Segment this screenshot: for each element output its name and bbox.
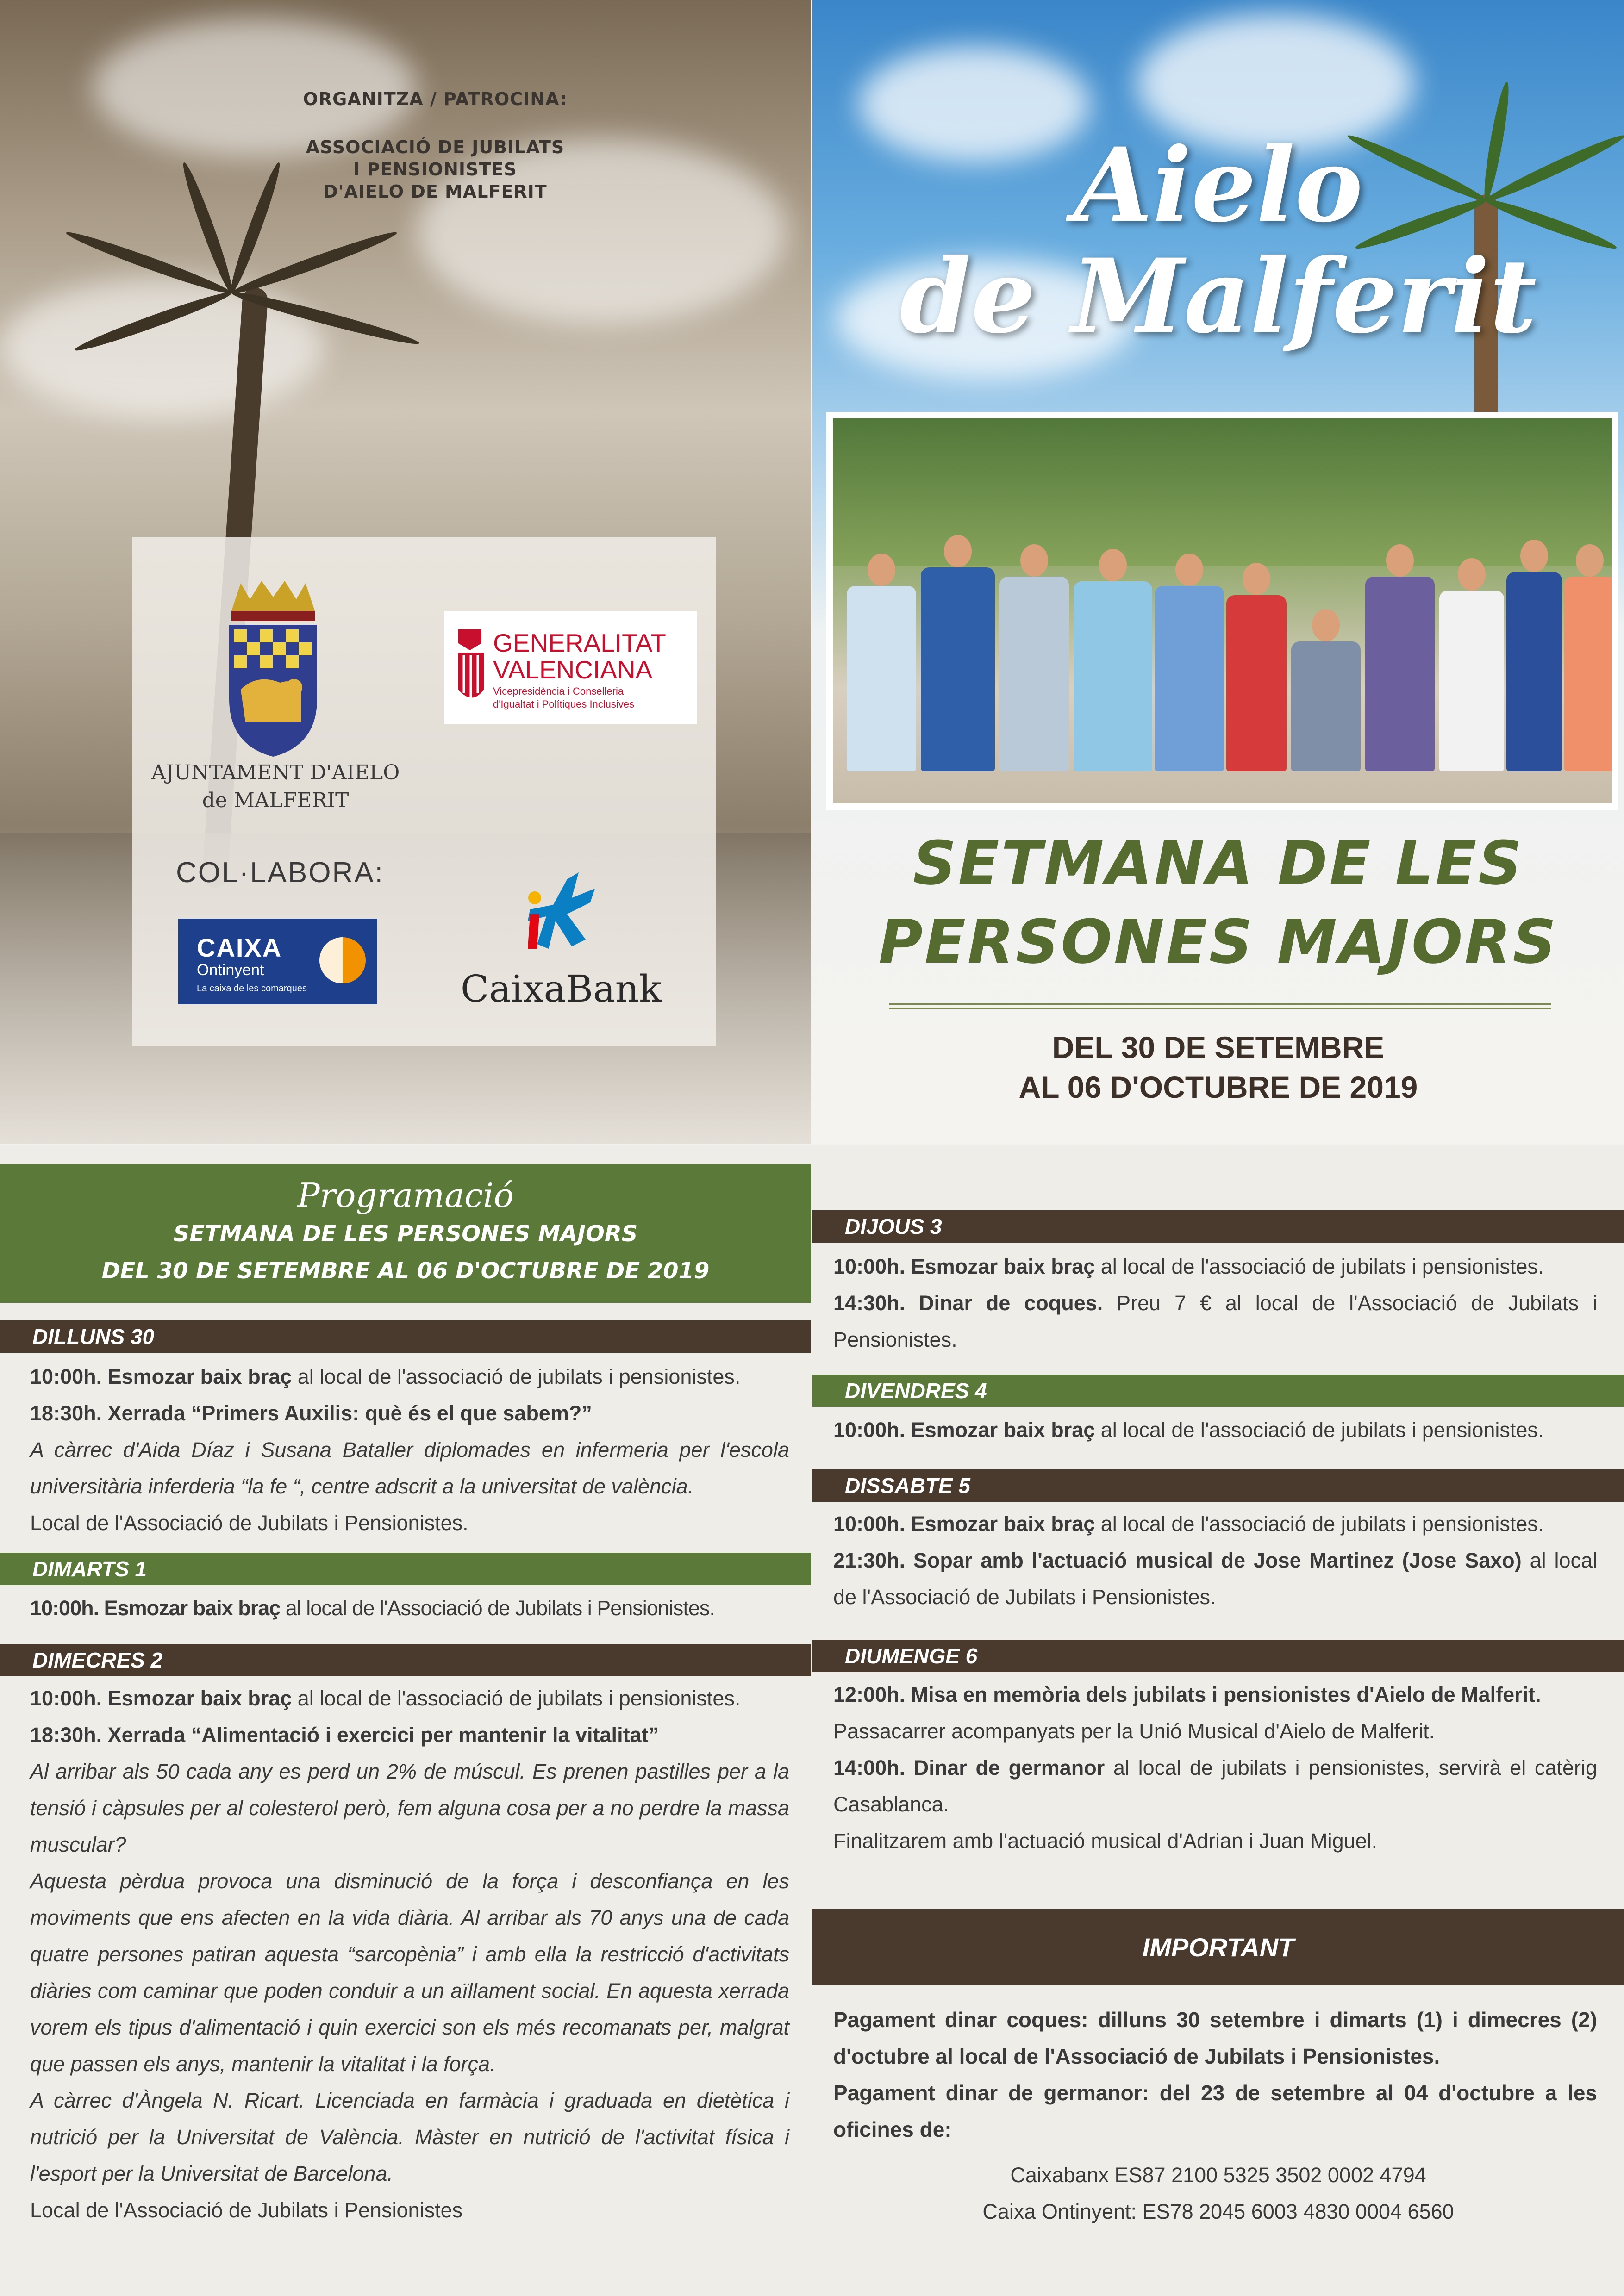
colabora-label: COL·LABORA: <box>176 857 384 889</box>
photo-person <box>1074 549 1152 771</box>
day-schedule-dissabte <box>833 1506 1597 1615</box>
event-time: 10:00h. Esmozar baix braç <box>30 1686 292 1710</box>
event-detail: al local de l'Associació de Jubilats i Pensionistes. <box>280 1596 715 1620</box>
week-title-line: PERSONES MAJORS <box>878 907 1558 977</box>
event-line <box>30 1680 789 1717</box>
bank-account: Caixa Ontinyent: ES78 2045 6003 4830 0004 6560 <box>982 2200 1454 2223</box>
important-notes <box>833 2002 1597 2148</box>
event-time: 10:00h. Esmozar baix braç <box>833 1418 1095 1442</box>
generalitat-emblem-icon <box>454 625 488 708</box>
program-title-line: SETMANA DE LES PERSONES MAJORS <box>173 1221 638 1247</box>
event-description <box>30 2082 789 2192</box>
organizer-block <box>287 88 583 203</box>
event-time: 10:00h. Esmozar baix braç <box>833 1512 1095 1536</box>
day-schedule-dijous <box>833 1248 1597 1358</box>
program-heading: Programació <box>297 1176 514 1215</box>
day-schedule-dimarts <box>30 1590 799 1626</box>
event-detail: al local de l'Associació de Jubilats i Pensionistes. <box>833 1549 1597 1609</box>
bank-accounts <box>812 2157 1624 2230</box>
caixa-ontinyent-circle-icon <box>317 935 368 986</box>
photo-person <box>1506 540 1562 771</box>
event-place: Local de l'Associació de Jubilats i Pensionistes <box>30 2198 463 2222</box>
photo-person <box>1439 558 1504 771</box>
event-line <box>30 1590 799 1626</box>
event-line <box>30 1395 789 1431</box>
event-line <box>833 1506 1597 1542</box>
program-title-line: DEL 30 DE SETEMBRE AL 06 D'OCTUBRE DE 2019 <box>101 1258 710 1284</box>
event-detail: al local de l'associació de jubilats i pensionistes. <box>292 1365 741 1388</box>
program-header <box>0 1164 811 1303</box>
photo-person <box>921 535 995 771</box>
event-title: 12:00h. Misa en memòria dels jubilats i pensionistes d'Aielo de Malferit. <box>833 1683 1541 1706</box>
day-header-dissabte: DISSABTE 5 <box>812 1469 1624 1502</box>
event-detail: Preu 7 € al local de l'Associació de Jubilats i Pensionistes. <box>833 1291 1597 1351</box>
sponsor-panel <box>0 0 811 1144</box>
event-detail: al local de jubilats i pensionistes, servirà el catèrig Casablanca. <box>833 1756 1597 1816</box>
event-line <box>833 1285 1597 1358</box>
event-description-text: Aquesta pèrdua provoca una disminució de la força i desconfiança en les moviments que ens afecten en la vida diària. Al arribar als 70 anys una de cada quatre persones patiran aquesta “sarcopènia” i amb ella la restricció d'activitats diàries com caminar que poden conduir a un aïllament social. En aquesta xerrada vorem els tipus d'alimentació i quin exercici son els més recomanats per, malgrat que passen els anys, mantenir la vitalitat i la força. <box>30 1869 789 2076</box>
generalitat-logo <box>444 611 697 724</box>
event-dates-line: DEL 30 DE SETEMBRE <box>1052 1030 1385 1064</box>
bank-account: Caixabanx ES87 2100 5325 3502 0002 4794 <box>1010 2163 1426 2187</box>
event-title: 18:30h. Xerrada “Primers Auxilis: què és el que sabem?” <box>30 1401 592 1425</box>
caixabank-logo <box>461 870 662 1010</box>
photo-person <box>1564 544 1615 771</box>
event-detail: al local de l'associació de jubilats i pensionistes. <box>1095 1255 1544 1278</box>
day-header-dimecres: DIMECRES 2 <box>0 1644 811 1676</box>
town-title <box>812 125 1624 356</box>
ajuntament-name-line: AJUNTAMENT D'AIELO <box>151 761 400 784</box>
cover-panel <box>812 0 1624 1144</box>
event-time: 10:00h. Esmozar baix braç <box>30 1365 292 1388</box>
event-dates-line: AL 06 D'OCTUBRE DE 2019 <box>1018 1070 1418 1104</box>
event-detail: al local de l'associació de jubilats i pensionistes. <box>1095 1418 1544 1442</box>
town-title-line: de Malferit <box>899 236 1537 356</box>
photo-person <box>847 554 916 771</box>
cloud-shape <box>0 278 324 417</box>
program-section <box>0 1145 1624 2296</box>
event-description-text: Al arribar als 50 cada any es perd un 2% de múscul. Es prenen pastilles per a la tensió i càpsules per al colesterol però, fem alguna cosa per a no perdre la massa muscular? <box>30 1760 789 1856</box>
photo-person <box>1291 609 1361 771</box>
day-schedule-diumenge <box>833 1676 1597 1859</box>
event-line <box>30 1358 789 1395</box>
ajuntament-name-line: de MALFERIT <box>202 789 349 812</box>
organizer-name-line: ASSOCIACIÓ DE JUBILATS <box>306 137 565 157</box>
week-title <box>812 824 1624 981</box>
day-schedule-dimecres <box>30 1680 789 2228</box>
event-description-text: A càrrec d'Aida Díaz i Susana Bataller diplomades en infermeria per l'escola universitària inferderia “la fe “, centre adscrit a la universitat de valència. <box>30 1438 789 1498</box>
event-detail: Finalitzarem amb l'actuació musical d'Adrian i Juan Miguel. <box>833 1829 1378 1853</box>
caixa-ontinyent-city: Ontinyent <box>197 961 264 979</box>
week-title-line: SETMANA DE LES <box>913 828 1524 898</box>
event-detail: al local de l'associació de jubilats i pensionistes. <box>292 1686 741 1710</box>
event-line <box>833 1749 1597 1823</box>
day-header-dijous: DIJOUS 3 <box>812 1210 1624 1243</box>
event-time: 10:00h. Esmozar baix braç <box>833 1255 1095 1278</box>
caixabank-name: CaixaBank <box>461 967 662 1010</box>
caixa-ontinyent-logo <box>178 919 377 1004</box>
payment-note: Pagament dinar coques: dilluns 30 setembre i dimarts (1) i dimecres (2) d'octubre al local de l'Associació de Jubilats i Pensionistes. <box>833 2008 1597 2068</box>
generalitat-subtitle <box>493 685 634 711</box>
event-place: Local de l'Associació de Jubilats i Pensionistes. <box>30 1511 468 1535</box>
day-schedule-divendres <box>833 1412 1597 1448</box>
day-schedule-dilluns <box>30 1358 789 1541</box>
generalitat-title-line: GENERALITAT <box>493 628 666 657</box>
title-divider <box>889 1003 1551 1009</box>
day-header-dimarts: DIMARTS 1 <box>0 1553 811 1585</box>
day-header-divendres: DIVENDRES 4 <box>812 1375 1624 1407</box>
event-detail: al local de l'associació de jubilats i pensionistes. <box>1095 1512 1544 1536</box>
caixa-ontinyent-tagline: La caixa de les comarques <box>197 983 307 994</box>
event-detail: Passacarrer acompanyats per la Unió Musical d'Aielo de Malferit. <box>833 1719 1435 1743</box>
event-time: 10:00h. Esmozar baix braç <box>30 1596 281 1620</box>
generalitat-title-line: VALENCIANA <box>493 655 653 684</box>
generalitat-subtitle-line: d'Igualtat i Polítiques Inclusives <box>493 698 635 710</box>
event-title: 18:30h. Xerrada “Alimentació i exercici per mantenir la vitalitat” <box>30 1723 659 1747</box>
ajuntament-name <box>150 759 400 815</box>
event-description <box>30 1753 789 1863</box>
event-line <box>833 1248 1597 1285</box>
event-time: 14:30h. Dinar de coques. <box>833 1291 1103 1315</box>
event-dates <box>812 1027 1624 1107</box>
day-header-diumenge: DIUMENGE 6 <box>812 1640 1624 1672</box>
event-line <box>833 1676 1597 1713</box>
event-time: 14:00h. Dinar de germanor <box>833 1756 1105 1780</box>
caixabank-star-icon <box>502 870 613 967</box>
photo-person <box>1155 554 1224 771</box>
program-title <box>0 1215 811 1289</box>
photo-person <box>1365 544 1435 771</box>
event-description <box>30 1863 789 2082</box>
event-line <box>833 1412 1597 1448</box>
generalitat-subtitle-line: Vicepresidència i Conselleria <box>493 685 624 697</box>
photo-person <box>999 544 1069 771</box>
organizer-name-line: D'AIELO DE MALFERIT <box>323 181 547 202</box>
organizer-name-line: I PENSIONISTES <box>353 159 517 180</box>
event-line <box>30 1717 789 1753</box>
sponsor-logos-box <box>132 537 716 1046</box>
photo-person <box>1226 563 1287 771</box>
town-title-line: Aielo <box>1074 125 1363 245</box>
event-line <box>833 1542 1597 1615</box>
generalitat-title <box>493 629 666 683</box>
event-description <box>30 1431 789 1505</box>
payment-note: Pagament dinar de germanor: del 23 de setembre al 04 d'octubre a les oficines de: <box>833 2081 1597 2141</box>
important-header: IMPORTANT <box>812 1909 1624 1985</box>
group-photo <box>826 412 1618 810</box>
ajuntament-shield-icon <box>215 574 331 759</box>
day-header-dilluns: DILLUNS 30 <box>0 1320 811 1353</box>
event-title: 21:30h. Sopar amb l'actuació musical de Jose Martinez (Jose Saxo) <box>833 1549 1522 1572</box>
event-description-text: A càrrec d'Àngela N. Ricart. Licenciada en farmàcia i graduada en dietètica i nutrició per la Universitat de València. Màster en nutrició de l'activitat física i l'esport per la Universitat de Barcelona. <box>30 2089 789 2185</box>
organizer-label: ORGANITZA / PATROCINA: <box>303 89 568 109</box>
caixa-ontinyent-name: CAIXA <box>197 933 282 962</box>
